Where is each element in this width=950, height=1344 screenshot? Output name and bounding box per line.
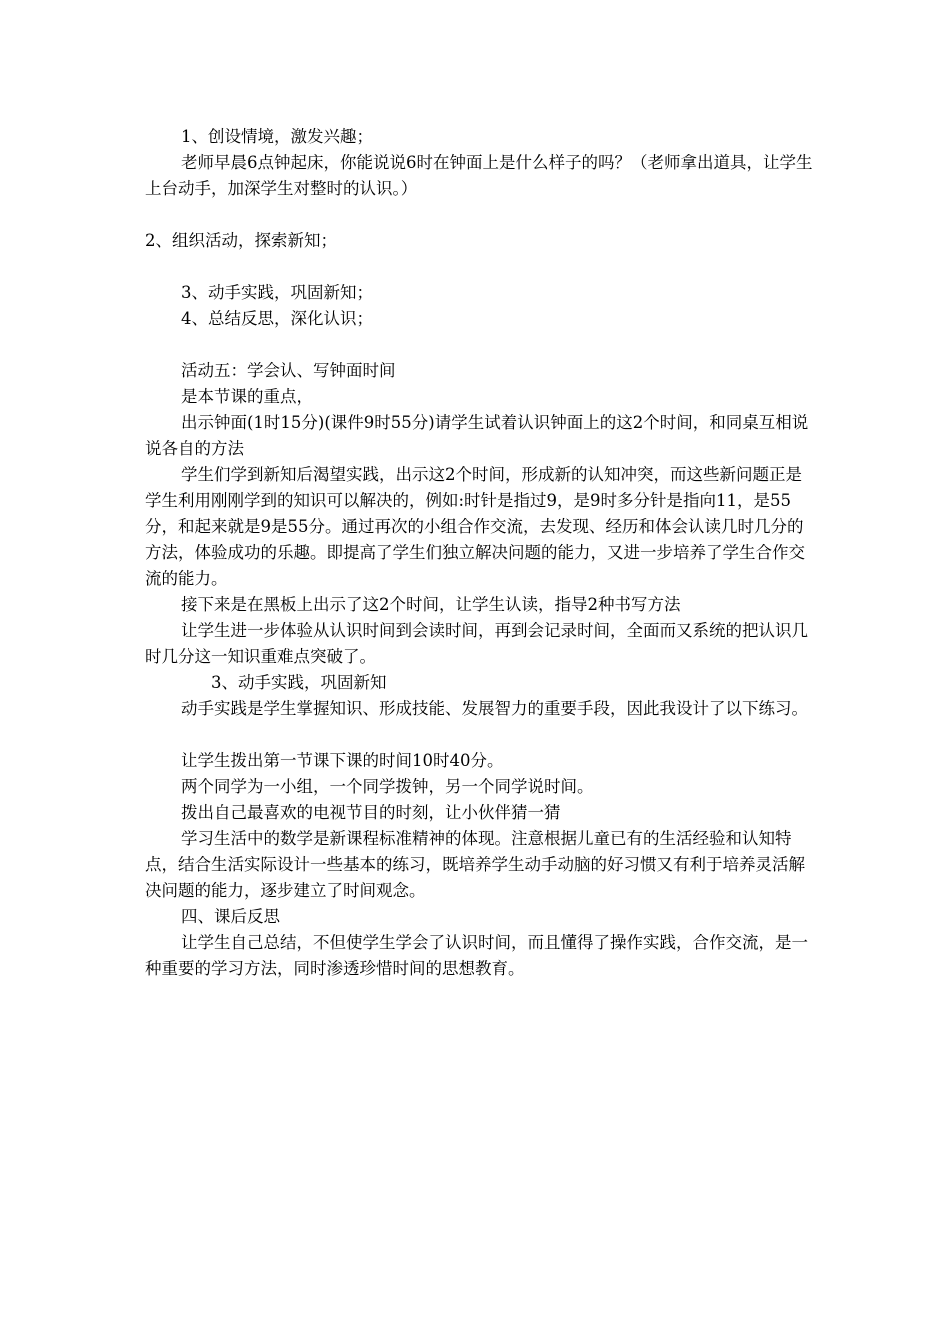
paragraph-exercise-2: 两个同学为一小组，一个同学拨钟，另一个同学说时间。 <box>181 777 594 796</box>
paragraph-exercise-1: 让学生拨出第一节课下课的时间10时40分。 <box>181 751 504 770</box>
paragraph-key-point: 是本节课的重点， <box>181 387 313 406</box>
blank-line <box>145 202 813 228</box>
paragraph-step-1: 1、创设情境，激发兴趣； <box>181 127 373 146</box>
paragraph-blackboard: 接下来是在黑板上出示了这2个时间，让学生认读，指导2种书写方法 <box>181 595 681 614</box>
paragraph-step-4: 4、总结反思，深化认识； <box>181 309 373 328</box>
paragraph-hands-on-intro: 动手实践是学生掌握知识、形成技能、发展智力的重要手段，因此我设计了以下练习。 <box>181 699 808 718</box>
paragraph-reflection-heading: 四、课后反思 <box>181 907 280 926</box>
paragraph-step-3-heading: 3、动手实践，巩固新知 <box>211 673 387 692</box>
paragraph-reflection: 让学生自己总结，不但使学生学会了认识时间，而且懂得了操作实践，合作交流，是一种重要的学习方法，同时渗透珍惜时间的思想教育。 <box>145 933 808 978</box>
blank-line <box>145 332 813 358</box>
paragraph-exercise-3: 拨出自己最喜欢的电视节目的时刻，让小伙伴猜一猜 <box>181 803 561 822</box>
paragraph-show-clock: 出示钟面(1时15分)(课件9时55分)请学生试着认识钟面上的这2个时间，和同桌互相说说各自的方法 <box>145 413 809 458</box>
paragraph-activity-5: 活动五：学会认、写钟面时间 <box>181 361 396 380</box>
paragraph-step-3: 3、动手实践，巩固新知； <box>181 283 373 302</box>
paragraph-further-experience: 让学生进一步体验从认识时间到会读时间，再到会记录时间，全面而又系统的把认识几时几分这一知识重难点突破了。 <box>145 621 808 666</box>
paragraph-math-in-life: 学习生活中的数学是新课程标准精神的体现。注意根据儿童已有的生活经验和认知特点，结合生活实际设计一些基本的练习，既培养学生动手动脑的好习惯又有利于培养灵活解决问题的能力，逐步建立了时间观念。 <box>145 829 805 900</box>
blank-line <box>145 254 813 280</box>
blank-line <box>145 722 813 748</box>
paragraph-step-1-detail: 老师早晨6点钟起床，你能说说6时在钟面上是什么样子的吗？（老师拿出道具，让学生上台动手，加深学生对整时的认识。） <box>145 153 813 198</box>
paragraph-step-2: 2、组织活动，探索新知； <box>145 231 337 250</box>
paragraph-practice-discussion: 学生们学到新知后渴望实践，出示这2个时间，形成新的认知冲突，而这些新问题正是学生利用刚刚学到的知识可以解决的，例如:时针是指过9，是9时多分针是指向11，是55分，和起来就是9是55分。通过再次的小组合作交流，去发现、经历和体会认读几时几分的方法，体验成功的乐趣。即提高了学生们独立解决问题的能力，又进一步培养了学生合作交流的能力。 <box>145 465 805 588</box>
document-body <box>145 124 813 982</box>
